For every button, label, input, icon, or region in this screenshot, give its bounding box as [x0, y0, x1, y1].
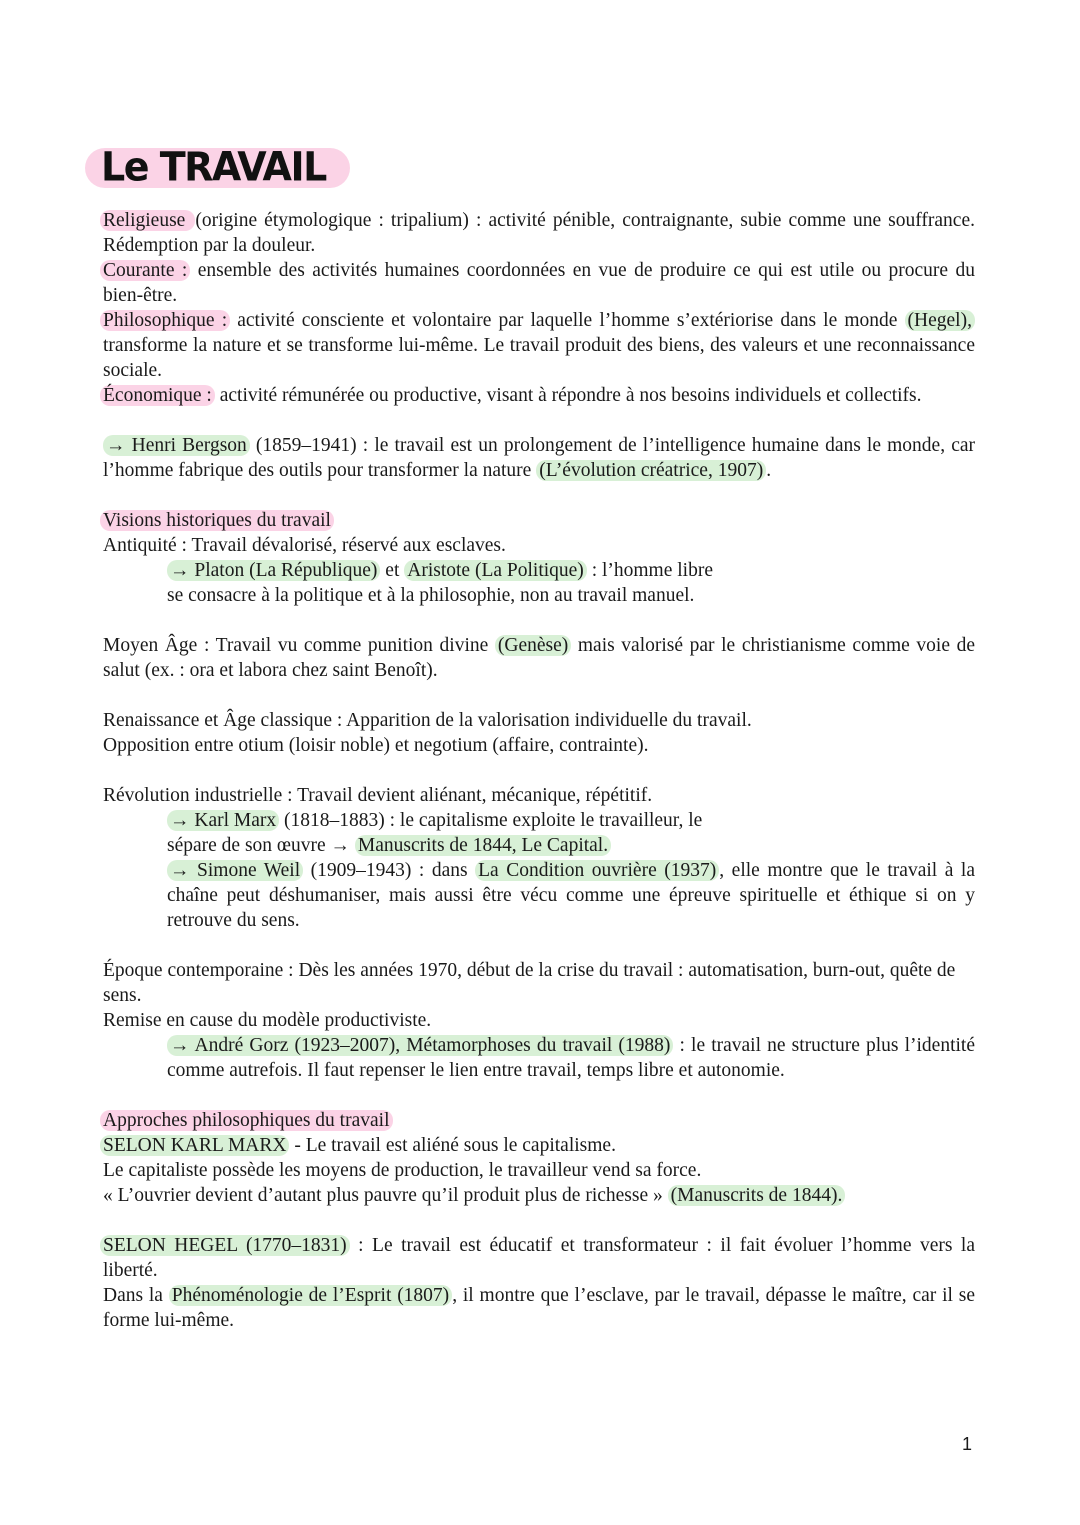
quote-text: « L’ouvrier devient d’autant plus pauvre qu’il produit plus de richesse » — [103, 1185, 668, 1206]
title-text: Le TRAVAIL — [101, 143, 326, 191]
paragraph-text: mais valorisé par le christianisme comme voie de salut (ex. : ora et labora chez saint Benoît). — [103, 635, 975, 681]
reference-highlight: (Hegel), — [905, 310, 975, 331]
remise-line: Remise en cause du modèle productiviste. — [103, 1010, 432, 1031]
renaissance-line: Opposition entre otium (loisir noble) et negotium (affaire, contrainte). — [103, 735, 649, 756]
document-body — [103, 208, 975, 1333]
paragraph-text: et — [380, 560, 405, 581]
definition-religieuse — [103, 208, 975, 258]
marx-paragraph — [103, 808, 975, 858]
paragraph-text: (1818–1883) : le capitalisme exploite le travailleur, le — [279, 810, 703, 831]
antiquite-line: Antiquité : Travail dévalorisé, réservé aux esclaves. — [103, 535, 506, 556]
marx-quote — [103, 1183, 975, 1208]
bergson-paragraph — [103, 433, 975, 483]
reference-highlight: (L’évolution créatrice, 1907) — [536, 460, 766, 481]
weil-paragraph — [103, 858, 975, 933]
reference-highlight: La Condition ouvrière (1937) — [475, 860, 719, 881]
paragraph-text: , elle montre que le travail à la chaîne peut déshumaniser, mais aussi être vécu comme une épreuve spirituelle et éthique si on y retrouve du sens. — [167, 860, 975, 931]
definition-text: activité consciente et volontaire par laquelle l’homme s’extériorise dans le monde — [230, 310, 905, 331]
hegel-approche — [103, 1233, 975, 1283]
definition-courante — [103, 258, 975, 308]
paragraph-text: : l’homme libre — [586, 560, 713, 581]
gorz-paragraph — [103, 1033, 975, 1083]
definition-text: (origine étymologique : tripalium) : activité pénible, contraignante, subie comme une souffrance. Rédemption par la douleur. — [103, 210, 975, 256]
heading-highlight: Visions historiques du travail — [100, 510, 334, 531]
paragraph-text: (1909–1943) : dans — [303, 860, 476, 881]
contemporaine-line: Époque contemporaine : Dès les années 1970, début de la crise du travail : automatisation, burn-out, quête de sens. — [103, 960, 956, 1006]
term-highlight: Philosophique : — [100, 310, 230, 331]
definition-text: ensemble des activités humaines coordonnées en vue de produire ce qui est utile ou procure du bien-être. — [103, 260, 975, 306]
revolution-line: Révolution industrielle : Travail devient aliénant, mécanique, répétitif. — [103, 785, 653, 806]
paragraph-text: (1859–1941) : le travail est un prolongement de l’intelligence humaine dans le monde, car l’homme fabrique des outils pour transformer la nature — [103, 435, 975, 481]
term-highlight: Courante : — [100, 260, 190, 281]
definition-philosophique — [103, 308, 975, 383]
definition-text: transforme la nature et se transforme lui-même. Le travail produit des biens, des valeurs et une reconnaissance sociale. — [103, 335, 975, 381]
heading-highlight: Approches philosophiques du travail — [100, 1110, 393, 1131]
author-highlight: → André Gorz (1923–2007), Métamorphoses du travail (1988) — [167, 1035, 673, 1056]
paragraph-text: Moyen Âge : Travail vu comme punition divine — [103, 635, 495, 656]
definition-economique — [103, 383, 975, 408]
paragraph-text: - Le travail est aliéné sous le capitalisme. — [289, 1135, 616, 1156]
hegel-phenomenologie — [103, 1283, 975, 1333]
section-heading-approches — [103, 1108, 975, 1133]
paragraph-text: : Le travail est éducatif et transformateur : il fait évoluer l’homme vers la liberté. — [103, 1235, 975, 1281]
reference-highlight: (Genèse) — [495, 635, 571, 656]
platon-aristote — [103, 558, 975, 608]
page-title — [85, 143, 350, 191]
reference-highlight: Phénoménologie de l’Esprit (1807) — [169, 1285, 452, 1306]
author-highlight: → Henri Bergson — [103, 435, 250, 456]
paragraph-text: : le travail ne structure plus l’identité comme autrefois. Il faut repenser le lien entre travail, temps libre et autonomie. — [167, 1035, 975, 1081]
paragraph-text: Le capitaliste possède les moyens de production, le travailleur vend sa force. — [103, 1160, 702, 1181]
term-highlight: Économique : — [100, 385, 215, 406]
term-highlight: Religieuse — [100, 210, 195, 231]
author-highlight: → Simone Weil — [167, 860, 303, 881]
paragraph-text: se consacre à la politique et à la philosophie, non au travail manuel. — [167, 585, 695, 606]
paragraph-text: sépare de son œuvre → — [167, 835, 355, 856]
reference-highlight: Manuscrits de 1844, Le Capital. — [355, 835, 611, 856]
definition-text: activité rémunérée ou productive, visant à répondre à nos besoins individuels et collectifs. — [214, 385, 922, 406]
moyen-age-paragraph — [103, 633, 975, 683]
author-highlight: SELON KARL MARX — [100, 1135, 289, 1156]
author-highlight: Aristote (La Politique) — [404, 560, 587, 581]
section-heading-visions — [103, 508, 975, 533]
reference-highlight: (Manuscrits de 1844). — [668, 1185, 846, 1206]
author-highlight: SELON HEGEL (1770–1831) — [100, 1235, 350, 1256]
author-highlight: → Karl Marx — [167, 810, 279, 831]
author-highlight: → Platon (La République) — [167, 560, 380, 581]
paragraph-text: Dans la — [103, 1285, 169, 1306]
paragraph-text: , il montre que l’esclave, par le travail, dépasse le maître, car il se forme lui-même. — [103, 1285, 975, 1331]
renaissance-line: Renaissance et Âge classique : Apparition de la valorisation individuelle du travail. — [103, 710, 752, 731]
page-number: 1 — [962, 1434, 973, 1454]
marx-approche — [103, 1133, 975, 1158]
paragraph-text: . — [766, 460, 772, 481]
